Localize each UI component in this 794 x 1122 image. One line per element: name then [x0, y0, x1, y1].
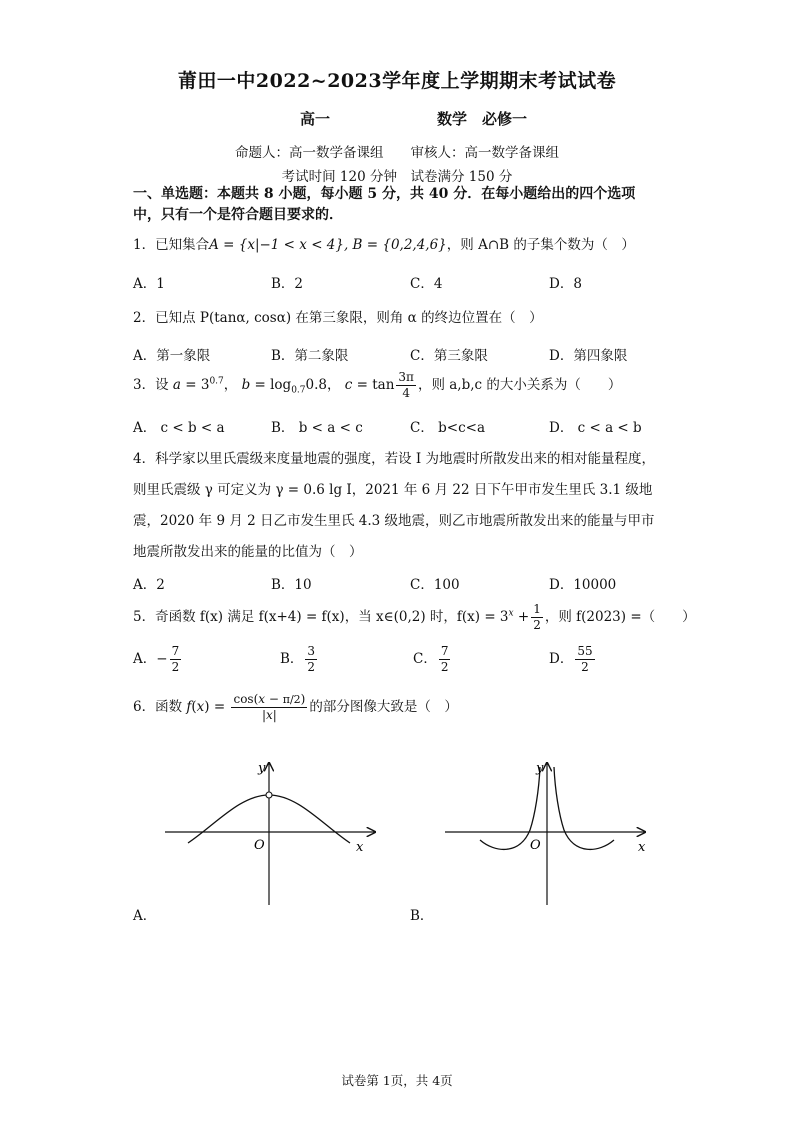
graph-b-origin-label: O [530, 838, 541, 853]
q1-option-c: C．4 [410, 276, 443, 292]
q5-frac-half: $\frac{1}{2}$ [533, 602, 541, 632]
question-1-pre: 1．已知集合 [133, 237, 210, 253]
graph-a-y-label: y [258, 761, 266, 776]
q5-option-b-label: B． [280, 651, 304, 667]
graph-b-x-label: x [638, 840, 646, 855]
q5-option-c-label: C． [413, 651, 437, 667]
q3-var-c: c [344, 377, 353, 393]
q3-option-b: B． b < a < c [271, 420, 363, 436]
question-3: 3．设 $a = 3^{0.7}$， $b = \log_{0.7}0.8$， c = tan $\frac{3\pi}{4}$ ，则 a,b,c 的大小关系为（ ） [133, 370, 622, 400]
question-5-post: ，则 f(2023) =（ ） [544, 609, 696, 625]
q3-option-a: A． c < b < a [133, 420, 225, 436]
q1-option-b: B．2 [271, 276, 304, 292]
subject-label: 数学 必修一 [437, 110, 528, 128]
grade-label: 高一 [300, 110, 331, 128]
q3-var-a: a [172, 377, 181, 393]
authors-line: 命题人：高一数学备课组 审核人：高一数学备课组 [235, 145, 559, 161]
q6-option-a: A． [133, 908, 157, 924]
q4-option-a: A．2 [133, 577, 165, 593]
q5-option-a-label: A． [133, 651, 157, 667]
question-1 [133, 233, 635, 253]
q2-option-b: B．第二象限 [271, 348, 349, 364]
question-4: 4．科学家以里氏震级来度量地震的强度，若设 I 为地震时所散发出来的相对能量程度，则里氏震级 γ 可定义为 γ = 0.6 lg I，2021 年 6 月 22 日下午甲市发生里氏 3.1 级地震，2020 年 9 月 2 日乙市发生里氏 4.3 级地震，则乙市地震所散发出来的能量与甲市地震所散发出来的能量的比值为（ ） [133, 451, 656, 560]
section-heading: 一、单选题：本题共 8 小题，每小题 5 分，共 40 分．在每小题给出的四个选项中，只有一个是符合题目要求的． [133, 186, 636, 223]
q1-option-d: D．8 [549, 276, 582, 292]
q1-option-a: A．1 [133, 276, 165, 292]
q3-option-d: D． c < a < b [549, 420, 642, 436]
q2-option-d: D．第四象限 [549, 348, 628, 364]
q4-option-d: D．10000 [549, 577, 617, 593]
q2-option-c: C．第三象限 [410, 348, 488, 364]
graph-b-y-label: y [536, 761, 544, 776]
graph-a-origin-label: O [254, 838, 265, 853]
question-6: 6．函数 f(x) = $\frac{\cos(x - \pi/2)}{|x|}$ 的部分图像大致是（ ） [133, 692, 458, 722]
question-1-post: ，则 A∩B 的子集个数为（ ） [446, 237, 635, 253]
q2-option-a: A．第一象限 [133, 348, 211, 364]
question-2: 2．已知点 P(tanα, cosα) 在第三象限，则角 α 的终边位置在（ ） [133, 310, 543, 326]
q3-var-b: b [241, 377, 251, 393]
q4-option-c: C．100 [410, 577, 460, 593]
question-1-math: A = {x|−1 < x < 4}, B = {0,2,4,6} [209, 237, 447, 253]
q5-option-a: A．− $\frac{7}{2}$ [133, 644, 180, 674]
page-footer: 试卷第 1页，共 4页 [341, 1073, 453, 1088]
graph-a-hollow-point [266, 792, 272, 798]
q5-option-c: C． $\frac{7}{2}$ [413, 644, 449, 674]
q4-option-b: B．10 [271, 577, 312, 593]
exam-title: 莆田一中2022~2023学年度上学期期末考试试卷 [177, 70, 617, 92]
graph-a-x-label: x [356, 840, 364, 855]
q3-frac-3pi-4: $\frac{3\pi}{4}$ [398, 370, 414, 400]
q3-option-c: C． b<c<a [410, 420, 485, 436]
q5-option-d: D． $\frac{55}{2}$ [549, 644, 593, 674]
question-5-pre: 5．奇函数 f(x) 满足 f(x+4) = f(x)，当 x∈(0,2) 时，f(x) = 3 [133, 609, 509, 625]
q6-option-b: B． [410, 908, 434, 924]
question-6-pre: 6．函数 [133, 699, 183, 715]
question-5: 5．奇函数 f(x) 满足 f(x+4) = f(x)，当 x∈(0,2) 时，$f(x) = 3^x$ + $\frac{1}{2}$ ，则 f(2023) =（ ） [133, 602, 696, 632]
q5-option-b: B． $\frac{3}{2}$ [280, 644, 316, 674]
graph-a [160, 755, 390, 915]
q5-option-d-label: D． [549, 651, 574, 667]
question-6-post: 的部分图像大致是（ ） [309, 699, 458, 715]
exam-info-line: 考试时间 120 分钟 试卷满分 150 分 [281, 169, 513, 185]
graph-b [440, 755, 660, 915]
q6-function-fraction: $\frac{\cos(x - \pi/2)}{|x|}$ [233, 692, 306, 722]
graph-b-right-curve [554, 767, 614, 849]
question-3-post: ，则 a,b,c 的大小关系为（ ） [417, 377, 622, 393]
question-3-pre: 3．设 [133, 377, 169, 393]
